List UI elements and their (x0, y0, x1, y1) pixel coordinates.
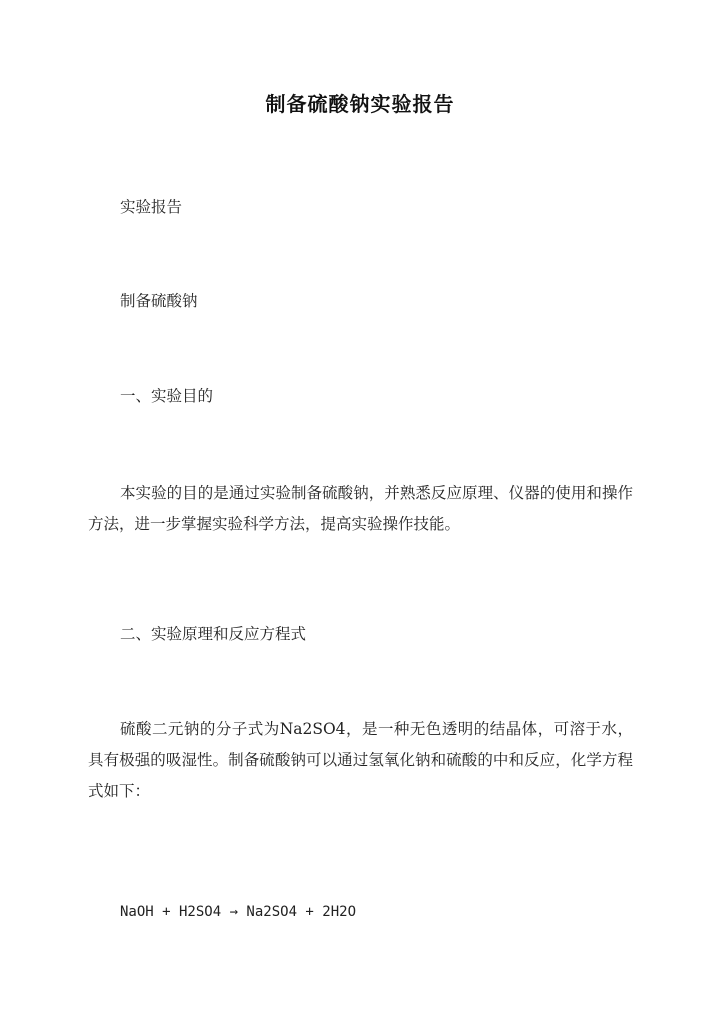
paragraph-subject: 制备硫酸钠 (120, 292, 198, 310)
section-heading-principle: 二、实验原理和反应方程式 (120, 625, 307, 643)
section-heading-purpose: 一、实验目的 (120, 387, 214, 405)
paragraph-purpose: 本实验的目的是通过实验制备硫酸钠，并熟悉反应原理、仪器的使用和操作方法，进一步掌握实验科学方法，提高实验操作技能。 (88, 484, 633, 533)
document-title: 制备硫酸钠实验报告 (265, 92, 455, 116)
paragraph-report-label: 实验报告 (120, 198, 183, 216)
chemical-equation: NaOH + H2SO4 → Na2SO4 + 2H2O (120, 904, 357, 920)
paragraph-principle: 硫酸二元钠的分子式为Na2SO4，是一种无色透明的结晶体，可溶于水，具有极强的吸湿性。制备硫酸钠可以通过氢氧化钠和硫酸的中和反应，化学方程式如下： (88, 720, 633, 800)
